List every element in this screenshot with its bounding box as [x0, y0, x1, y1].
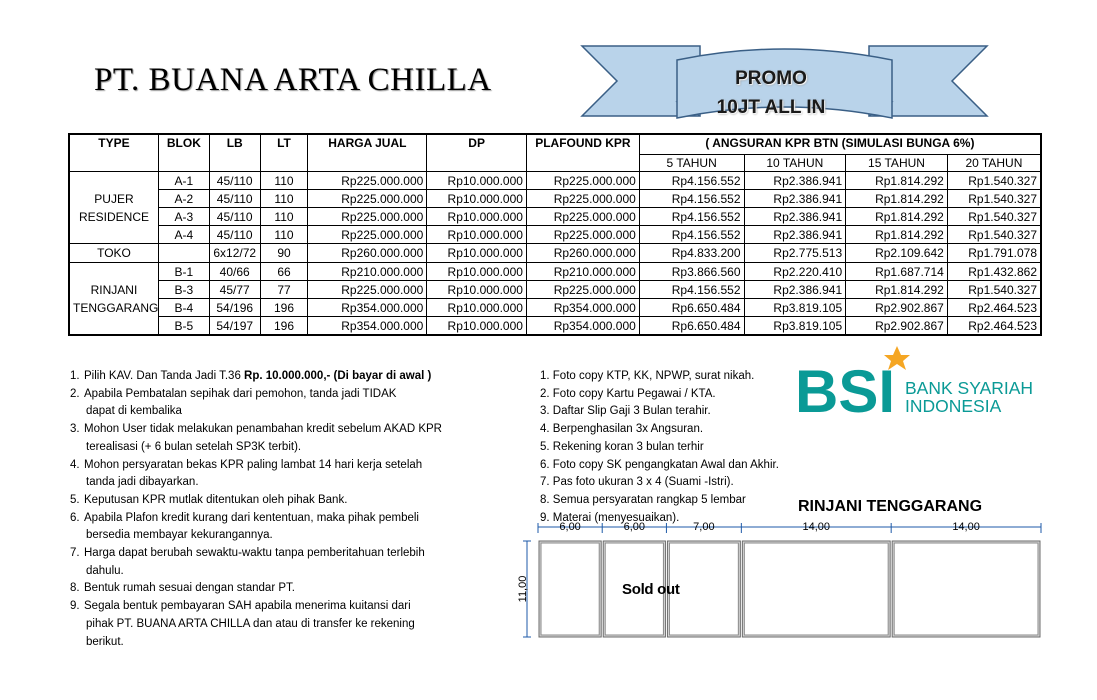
term-line: Mohon User tidak melakukan penambahan kredit sebelum AKAD KPR [84, 423, 442, 436]
siteplan [517, 519, 1051, 644]
table-row [69, 226, 1041, 244]
term-line: pihak PT. BUANA ARTA CHILLA dan atau di transfer ke rekening [86, 617, 415, 630]
term-line: Apabila Pembatalan sepihak dari pemohon, tanda jadi TIDAK [84, 387, 397, 400]
requirement-item: 3. Daftar Slip Gaji 3 Bulan terahir. [540, 405, 711, 418]
table-cell: A-4 [158, 226, 209, 244]
table-row [69, 244, 1041, 263]
table-cell: Rp10.000.000 [427, 299, 527, 317]
table-cell: Rp4.833.200 [639, 244, 744, 263]
table-cell: Rp2.386.941 [744, 190, 846, 208]
terms-list [70, 368, 470, 651]
table-cell: Rp225.000.000 [526, 190, 639, 208]
table-cell: Rp2.775.513 [744, 244, 846, 263]
table-cell: Rp354.000.000 [526, 317, 639, 336]
table-cell: Rp10.000.000 [427, 172, 527, 190]
table-cell: Rp225.000.000 [308, 190, 427, 208]
term-item [70, 421, 470, 456]
depth-label: 11,00 [517, 575, 529, 603]
header-dp: DP [427, 134, 527, 172]
term-number: 1. [70, 370, 80, 382]
requirement-item: 7. Pas foto ukuran 3 x 4 (Suami -Istri). [540, 476, 734, 489]
table-cell: Rp354.000.000 [308, 317, 427, 336]
table-cell: Rp10.000.000 [427, 190, 527, 208]
table-cell: Rp2.109.642 [846, 244, 948, 263]
term-item [70, 386, 470, 421]
table-cell: Rp1.687.714 [846, 263, 948, 281]
table-cell: A-3 [158, 208, 209, 226]
lot [541, 543, 599, 635]
table-cell: Rp1.540.327 [947, 226, 1041, 244]
header-harga: HARGA JUAL [308, 134, 427, 172]
table-cell: Rp4.156.552 [639, 208, 744, 226]
table-cell: Rp1.814.292 [846, 190, 948, 208]
term-number: 2. [70, 387, 80, 400]
table-cell: Rp3.819.105 [744, 299, 846, 317]
term-text-bold: Rp. 10.000.000,- (Di bayar di awal ) [244, 370, 432, 382]
term-text: Pilih KAV. Dan Tanda Jadi T.36 [84, 370, 245, 382]
term-line: Segala bentuk pembayaran SAH apabila menerima kuitansi dari [84, 600, 411, 613]
table-cell: 77 [260, 281, 308, 299]
table-cell: 196 [260, 317, 308, 336]
bank-name-line-2: INDONESIA [905, 396, 1002, 416]
term-line: tanda jadi dibayarkan. [86, 476, 199, 489]
table-cell: Rp225.000.000 [526, 226, 639, 244]
width-label: 14,00 [952, 521, 980, 533]
header-tenor: 20 TAHUN [947, 155, 1041, 172]
term-line: Mohon persyaratan bekas KPR paling lambat 14 hari kerja setelah [84, 458, 423, 471]
table-cell: 90 [260, 244, 308, 263]
table-cell: Rp4.156.552 [639, 190, 744, 208]
table-cell: 196 [260, 299, 308, 317]
table-cell: 110 [260, 208, 308, 226]
table-cell: Rp225.000.000 [526, 208, 639, 226]
term-item [70, 492, 470, 510]
table-cell: Rp2.464.523 [947, 299, 1041, 317]
term-line: Keputusan KPR mutlak ditentukan oleh pihak Bank. [84, 493, 348, 506]
term-line: terealisasi (+ 6 bulan setelah SP3K terbit). [86, 440, 302, 453]
sold-out-label: Sold out [622, 581, 680, 598]
table-cell: 54/196 [209, 299, 260, 317]
table-cell: A-1 [158, 172, 209, 190]
table-cell: 110 [260, 172, 308, 190]
term-item [70, 598, 470, 651]
siteplan-title: RINJANI TENGGARANG [798, 498, 983, 515]
lot [894, 543, 1038, 635]
width-label: 6,00 [559, 521, 581, 533]
term-number: 4. [70, 458, 80, 471]
table-cell: 54/197 [209, 317, 260, 336]
term-number: 9. [70, 600, 80, 613]
table-cell: 66 [260, 263, 308, 281]
table-cell: Rp225.000.000 [526, 281, 639, 299]
table-cell: Rp1.540.327 [947, 208, 1041, 226]
table-cell: Rp4.156.552 [639, 172, 744, 190]
table-cell: Rp210.000.000 [308, 263, 427, 281]
table-cell: Rp2.902.867 [846, 299, 948, 317]
width-label: 7,00 [693, 521, 715, 533]
table-cell: Rp1.814.292 [846, 172, 948, 190]
table-cell: Rp225.000.000 [308, 226, 427, 244]
table-cell: 110 [260, 190, 308, 208]
header-lb: LB [209, 134, 260, 172]
table-cell: B-5 [158, 317, 209, 336]
table-row [69, 281, 1041, 299]
table-cell: Rp260.000.000 [526, 244, 639, 263]
table-cell: Rp2.464.523 [947, 317, 1041, 336]
term-item [70, 580, 470, 598]
table-cell: Rp10.000.000 [427, 281, 527, 299]
requirement-item: 4. Berpenghasilan 3x Angsuran. [540, 423, 704, 436]
requirement-item: 6. Foto copy SK pengangkatan Awal dan Akhir. [540, 458, 779, 471]
table-cell: Rp354.000.000 [526, 299, 639, 317]
table-row [69, 299, 1041, 317]
width-label: 6,00 [623, 521, 646, 533]
price-table [68, 133, 1042, 336]
table-cell: 110 [260, 226, 308, 244]
table-row [69, 208, 1041, 226]
table-cell: 40/66 [209, 263, 260, 281]
header-blok: BLOK [158, 134, 209, 172]
promo-line-2: 10JT ALL IN [716, 97, 826, 118]
term-line: dapat di kembalika [86, 405, 182, 418]
price-table-body [69, 172, 1041, 336]
term-number: 8. [70, 582, 80, 595]
table-cell: B-4 [158, 299, 209, 317]
table-cell: Rp4.156.552 [639, 226, 744, 244]
requirement-item: 9. Materai (menyesuaikan). [540, 511, 680, 524]
table-row [69, 263, 1041, 281]
bsi-logo-letters: BSI [795, 358, 896, 425]
header-plafound: PLAFOUND KPR [526, 134, 639, 172]
table-cell: Rp10.000.000 [427, 317, 527, 336]
term-number: 3. [70, 423, 80, 436]
lot [744, 543, 888, 635]
table-cell: B-3 [158, 281, 209, 299]
term-line: Harga dapat berubah sewaktu-waktu tanpa pemberitahuan terlebih [84, 547, 425, 560]
header-tenor: 10 TAHUN [744, 155, 846, 172]
table-cell [158, 244, 209, 263]
table-cell: Rp1.540.327 [947, 281, 1041, 299]
bank-name-line-1: BANK SYARIAH [905, 378, 1034, 398]
requirements-list [540, 368, 830, 527]
term-line: Apabila Plafon kredit kurang dari kententuan, maka pihak pembeli [84, 511, 419, 524]
bsi-logo [795, 345, 1055, 425]
term-number: 5. [70, 493, 80, 506]
promo-line-1: PROMO [735, 68, 807, 89]
requirement-item: 1. Foto copy KTP, KK, NPWP, surat nikah. [540, 370, 755, 382]
term-item [70, 510, 470, 545]
table-cell: Rp1.791.078 [947, 244, 1041, 263]
table-cell: 45/110 [209, 226, 260, 244]
table-cell: B-1 [158, 263, 209, 281]
table-cell: Rp2.902.867 [846, 317, 948, 336]
type-group-name: TOKO [69, 244, 158, 263]
table-cell: Rp10.000.000 [427, 208, 527, 226]
table-cell: Rp2.386.941 [744, 281, 846, 299]
table-row [69, 190, 1041, 208]
table-cell: Rp2.386.941 [744, 208, 846, 226]
table-cell: Rp1.814.292 [846, 281, 948, 299]
table-cell: Rp1.432.862 [947, 263, 1041, 281]
term-number: 6. [70, 511, 80, 524]
table-cell: 45/110 [209, 172, 260, 190]
company-title: PT. BUANA ARTA CHILLA [94, 62, 492, 98]
header-lt: LT [260, 134, 308, 172]
term-number: 7. [70, 547, 80, 560]
table-cell: Rp4.156.552 [639, 281, 744, 299]
table-cell: Rp1.540.327 [947, 190, 1041, 208]
table-cell: Rp2.220.410 [744, 263, 846, 281]
table-row [69, 172, 1041, 190]
term-item [70, 545, 470, 580]
type-group-name: PUJER RESIDENCE [69, 172, 158, 244]
header-angsuran: ( ANGSURAN KPR BTN (SIMULASI BUNGA 6%) [639, 134, 1041, 155]
table-cell: Rp6.650.484 [639, 299, 744, 317]
table-cell: 6x12/72 [209, 244, 260, 263]
width-label: 14,00 [802, 521, 831, 533]
table-cell: 45/110 [209, 208, 260, 226]
requirement-item: 5. Rekening koran 3 bulan terhir [540, 440, 704, 453]
table-cell: Rp10.000.000 [427, 244, 527, 263]
requirement-item: 8. Semua persyaratan rangkap 5 lembar [540, 493, 746, 506]
table-cell: Rp10.000.000 [427, 263, 527, 281]
term-item [70, 457, 470, 492]
term-line: berikut. [86, 635, 124, 648]
header-tenor: 5 TAHUN [639, 155, 744, 172]
table-cell: Rp225.000.000 [526, 172, 639, 190]
table-cell: Rp225.000.000 [308, 281, 427, 299]
term-line: dahulu. [86, 564, 124, 577]
header-tenor: 15 TAHUN [846, 155, 948, 172]
table-cell: Rp3.819.105 [744, 317, 846, 336]
table-cell: Rp1.814.292 [846, 226, 948, 244]
table-cell: Rp225.000.000 [308, 172, 427, 190]
table-row [69, 317, 1041, 336]
table-cell: Rp354.000.000 [308, 299, 427, 317]
type-group-name: RINJANI TENGGARANG [69, 263, 158, 336]
table-cell: 45/110 [209, 190, 260, 208]
table-cell: Rp2.386.941 [744, 226, 846, 244]
requirement-item: 2. Foto copy Kartu Pegawai / KTA. [540, 387, 716, 400]
table-cell: Rp225.000.000 [308, 208, 427, 226]
table-cell: A-2 [158, 190, 209, 208]
table-cell: Rp3.866.560 [639, 263, 744, 281]
table-cell: Rp6.650.484 [639, 317, 744, 336]
header-type: TYPE [69, 134, 158, 172]
term-item [70, 368, 470, 386]
table-cell: 45/77 [209, 281, 260, 299]
term-line: Bentuk rumah sesuai dengan standar PT. [84, 582, 295, 595]
term-line: bersedia membayar kekurangannya. [86, 529, 273, 542]
table-cell: Rp210.000.000 [526, 263, 639, 281]
table-cell: Rp10.000.000 [427, 226, 527, 244]
table-cell: Rp260.000.000 [308, 244, 427, 263]
table-cell: Rp2.386.941 [744, 172, 846, 190]
table-cell: Rp1.814.292 [846, 208, 948, 226]
table-cell: Rp1.540.327 [947, 172, 1041, 190]
